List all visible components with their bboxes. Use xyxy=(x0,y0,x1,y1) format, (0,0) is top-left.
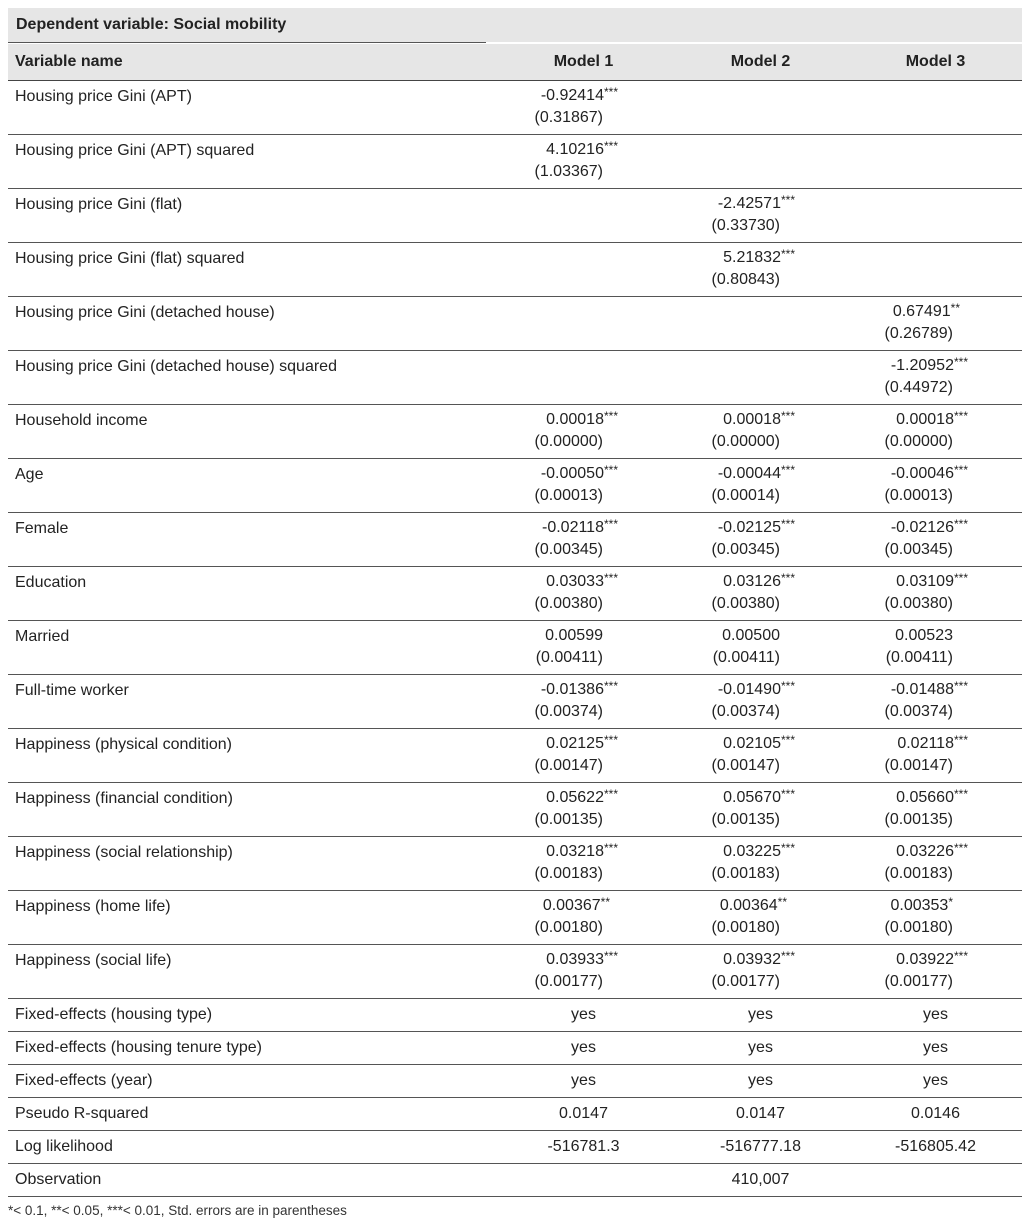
variable-name: Happiness (social life) xyxy=(15,952,172,969)
coefficient xyxy=(723,843,795,861)
table-row xyxy=(8,459,1022,513)
table-row xyxy=(8,81,1022,135)
variable-name: Housing price Gini (detached house) xyxy=(15,304,275,321)
model-2-cell xyxy=(672,135,849,188)
coefficient-value: -0.02125 xyxy=(717,519,781,536)
model-2-cell xyxy=(672,567,849,620)
coefficient-value: -0.92414 xyxy=(540,87,604,104)
significance-stars: *** xyxy=(953,355,968,369)
model-1-cell xyxy=(495,837,672,890)
coefficient-value: -1.20952 xyxy=(890,357,954,374)
model-1-cell xyxy=(495,891,672,944)
model-2-cell xyxy=(672,405,849,458)
model-1-cell xyxy=(495,783,672,836)
coefficient xyxy=(896,843,968,861)
coefficient xyxy=(890,897,953,915)
coefficient xyxy=(718,195,795,213)
table-row xyxy=(8,1032,1022,1065)
model-3-cell xyxy=(849,1105,1022,1123)
significance-stars: *** xyxy=(953,679,968,693)
model-2-cell xyxy=(672,351,849,404)
model-3-cell xyxy=(849,135,1022,188)
variable-name: Full-time worker xyxy=(15,682,129,699)
table-row xyxy=(8,189,1022,243)
model-3-cell xyxy=(849,1138,1022,1156)
coefficient-value: 0.03933 xyxy=(546,951,604,968)
standard-error: (0.00345) xyxy=(711,541,780,558)
model-1-cell xyxy=(495,243,672,296)
standard-error: (0.00180) xyxy=(884,919,953,936)
coefficient xyxy=(541,681,618,699)
significance-stars: *** xyxy=(953,841,968,855)
variable-name: Happiness (physical condition) xyxy=(15,736,232,753)
table-row xyxy=(8,1065,1022,1098)
model-2-cell xyxy=(672,1138,849,1156)
model-3-cell xyxy=(849,1006,1022,1024)
table-row xyxy=(8,891,1022,945)
table-row xyxy=(8,729,1022,783)
coefficient xyxy=(546,573,618,591)
model-2-cell xyxy=(672,783,849,836)
standard-error: (0.00014) xyxy=(711,487,780,504)
model-1-cell xyxy=(495,945,672,998)
statistic-value: yes xyxy=(571,1039,596,1056)
statistic-value: 0.0147 xyxy=(736,1105,785,1122)
significance-stars: *** xyxy=(780,949,795,963)
coefficient-value: -0.01488 xyxy=(890,681,954,698)
variable-name: Happiness (financial condition) xyxy=(15,790,233,807)
model-3-cell xyxy=(849,351,1022,404)
coefficient-rows xyxy=(8,81,1022,999)
standard-error: (0.00183) xyxy=(884,865,953,882)
standard-error: (0.00135) xyxy=(711,811,780,828)
significance-stars: * xyxy=(948,895,953,909)
variable-name: Housing price Gini (APT) xyxy=(15,88,192,105)
statistic-value: yes xyxy=(923,1006,948,1023)
statistics-rows xyxy=(8,999,1022,1197)
model-2-cell xyxy=(672,621,849,674)
model-2-cell xyxy=(672,729,849,782)
statistic-value: -516781.3 xyxy=(547,1138,620,1155)
standard-error: (0.00000) xyxy=(711,433,780,450)
coefficient-value: 0.03922 xyxy=(896,951,954,968)
variable-name-header: Variable name xyxy=(15,53,123,70)
coefficient xyxy=(723,951,795,969)
model-2-cell xyxy=(672,297,849,350)
statistic-name: Fixed-effects (year) xyxy=(15,1072,153,1089)
statistic-value: -516777.18 xyxy=(720,1138,801,1155)
standard-error: (0.00374) xyxy=(884,703,953,720)
significance-stars: *** xyxy=(953,571,968,585)
model-1-cell xyxy=(495,1138,672,1156)
standard-error: (0.44972) xyxy=(884,379,953,396)
standard-error: (0.00374) xyxy=(534,703,603,720)
coefficient-value: 0.03218 xyxy=(546,843,604,860)
statistic-value: -516805.42 xyxy=(895,1138,976,1155)
coefficient-value: 0.05622 xyxy=(546,789,604,806)
model-1-cell xyxy=(495,405,672,458)
model-3-cell xyxy=(849,945,1022,998)
coefficient xyxy=(720,897,787,915)
variable-name: Age xyxy=(15,466,44,483)
coefficient-value: 0.03109 xyxy=(896,573,954,590)
significance-stars: *** xyxy=(780,787,795,801)
significance-stars: *** xyxy=(603,949,618,963)
model-3-cell xyxy=(849,783,1022,836)
model-1-cell xyxy=(495,459,672,512)
significance-stars: *** xyxy=(603,85,618,99)
statistic-value: yes xyxy=(748,1006,773,1023)
header-divider xyxy=(8,42,1022,44)
model-2-cell xyxy=(672,459,849,512)
table-row xyxy=(8,297,1022,351)
coefficient-value: 4.10216 xyxy=(546,141,604,158)
coefficient xyxy=(891,465,968,483)
coefficient-value: 0.00523 xyxy=(895,627,953,644)
table-row xyxy=(8,621,1022,675)
coefficient xyxy=(543,897,610,915)
coefficient xyxy=(718,519,795,537)
model-1-cell xyxy=(495,351,672,404)
model-2-cell xyxy=(672,891,849,944)
coefficient-value: 0.03126 xyxy=(723,573,781,590)
model-2-cell xyxy=(672,1006,849,1024)
coefficient xyxy=(723,249,795,267)
statistic-value: yes xyxy=(923,1072,948,1089)
model-2-cell xyxy=(672,1072,849,1090)
model-3-cell xyxy=(849,405,1022,458)
table-row xyxy=(8,567,1022,621)
standard-error: (0.00183) xyxy=(534,865,603,882)
variable-name: Housing price Gini (flat) squared xyxy=(15,250,245,267)
model-1-cell xyxy=(495,567,672,620)
coefficient-value: -2.42571 xyxy=(717,195,781,212)
coefficient-value: -0.00050 xyxy=(540,465,604,482)
significance-stars: *** xyxy=(780,517,795,531)
coefficient xyxy=(546,735,618,753)
model-1-cell xyxy=(495,297,672,350)
table-row xyxy=(8,135,1022,189)
coefficient xyxy=(546,411,618,429)
model-2-cell xyxy=(672,513,849,566)
significance-stars: *** xyxy=(603,841,618,855)
coefficient xyxy=(891,681,968,699)
model-3-header: Model 3 xyxy=(905,53,966,70)
significance-stars: *** xyxy=(603,139,618,153)
coefficient xyxy=(897,735,968,753)
standard-error: (0.00180) xyxy=(534,919,603,936)
statistic-value: yes xyxy=(571,1006,596,1023)
coefficient xyxy=(896,411,968,429)
coefficient-value: 5.21832 xyxy=(723,249,781,266)
variable-name: Housing price Gini (detached house) squared xyxy=(15,358,337,375)
significance-stars: *** xyxy=(603,463,618,477)
table-row xyxy=(8,405,1022,459)
model-2-header: Model 2 xyxy=(730,53,791,70)
standard-error: (0.00000) xyxy=(534,433,603,450)
coefficient xyxy=(542,519,618,537)
coefficient xyxy=(723,789,795,807)
significance-stars: *** xyxy=(953,787,968,801)
variable-name: Female xyxy=(15,520,69,537)
column-header-row xyxy=(8,44,1022,81)
table-row xyxy=(8,1098,1022,1131)
coefficient-value: 0.00599 xyxy=(545,627,603,644)
coefficient-value: -0.01490 xyxy=(717,681,781,698)
statistic-value: yes xyxy=(571,1072,596,1089)
coefficient xyxy=(718,465,795,483)
standard-error: (0.00147) xyxy=(711,757,780,774)
coefficient xyxy=(723,573,795,591)
model-2-cell xyxy=(672,945,849,998)
model-3-cell xyxy=(849,513,1022,566)
model-3-cell xyxy=(849,81,1022,134)
standard-error: (0.80843) xyxy=(711,271,780,288)
model-2-cell xyxy=(672,81,849,134)
coefficient xyxy=(896,789,968,807)
table-row xyxy=(8,513,1022,567)
table-row xyxy=(8,351,1022,405)
coefficient-value: 0.00367 xyxy=(542,897,601,914)
standard-error: (0.00147) xyxy=(534,757,603,774)
table-row xyxy=(8,1131,1022,1164)
coefficient-value: 0.00364 xyxy=(719,897,778,914)
standard-error: (0.00177) xyxy=(534,973,603,990)
significance-stars: *** xyxy=(953,517,968,531)
significance-stars: *** xyxy=(603,787,618,801)
coefficient xyxy=(541,87,618,105)
coefficient-value: 0.00018 xyxy=(896,411,954,428)
model-2-cell xyxy=(672,675,849,728)
statistic-value: 410,007 xyxy=(731,1171,790,1188)
significance-stars: ** xyxy=(777,895,787,909)
significance-stars: *** xyxy=(780,409,795,423)
coefficient-value: 0.03033 xyxy=(546,573,604,590)
significance-stars: *** xyxy=(780,571,795,585)
table-row xyxy=(8,999,1022,1032)
coefficient xyxy=(896,573,968,591)
coefficient-value: 0.00018 xyxy=(723,411,781,428)
standard-error: (0.00180) xyxy=(711,919,780,936)
standard-error: (0.00013) xyxy=(534,487,603,504)
coefficient xyxy=(546,141,618,159)
significance-stars: *** xyxy=(603,679,618,693)
significance-stars: *** xyxy=(603,409,618,423)
standard-error: (0.00135) xyxy=(884,811,953,828)
model-3-cell xyxy=(849,243,1022,296)
variable-name: Happiness (social relationship) xyxy=(15,844,233,861)
coefficient-value: 0.00353 xyxy=(890,897,949,914)
table-row xyxy=(8,675,1022,729)
coefficient-value: -0.00044 xyxy=(717,465,781,482)
coefficient xyxy=(541,465,618,483)
standard-error: (0.00000) xyxy=(884,433,953,450)
coefficient xyxy=(718,681,795,699)
statistic-value: yes xyxy=(748,1039,773,1056)
standard-error: (0.33730) xyxy=(711,217,780,234)
coefficient-value: 0.03226 xyxy=(896,843,954,860)
significance-stars: *** xyxy=(953,409,968,423)
coefficient xyxy=(723,411,795,429)
variable-name: Household income xyxy=(15,412,148,429)
model-1-cell xyxy=(495,1006,672,1024)
significance-stars: *** xyxy=(953,733,968,747)
standard-error: (0.00013) xyxy=(884,487,953,504)
model-3-cell xyxy=(849,675,1022,728)
significance-stars: *** xyxy=(603,517,618,531)
coefficient-value: 0.00018 xyxy=(546,411,604,428)
coefficient xyxy=(893,303,960,321)
coefficient xyxy=(546,789,618,807)
standard-error: (0.00147) xyxy=(884,757,953,774)
coefficient-value: -0.00046 xyxy=(890,465,954,482)
significance-stars: ** xyxy=(600,895,610,909)
model-2-cell xyxy=(672,1039,849,1057)
standard-error: (0.00177) xyxy=(884,973,953,990)
standard-error: (0.00411) xyxy=(535,649,603,666)
table-row xyxy=(8,945,1022,999)
footnote: *< 0.1, **< 0.05, ***< 0.01, Std. errors are in parentheses xyxy=(8,1203,347,1218)
coefficient xyxy=(546,951,618,969)
significance-stars: *** xyxy=(953,463,968,477)
model-2-cell xyxy=(672,837,849,890)
coefficient-value: 0.00500 xyxy=(722,627,780,644)
standard-error: (0.00411) xyxy=(885,649,953,666)
coefficient-value: 0.03932 xyxy=(723,951,781,968)
standard-error: (0.00380) xyxy=(711,595,780,612)
significance-stars: *** xyxy=(780,733,795,747)
coefficient-value: 0.02118 xyxy=(897,735,954,752)
model-2-cell xyxy=(672,1105,849,1123)
model-1-cell xyxy=(495,513,672,566)
variable-name: Housing price Gini (flat) xyxy=(15,196,183,213)
coefficient xyxy=(896,951,968,969)
table-row xyxy=(8,243,1022,297)
model-3-cell xyxy=(849,297,1022,350)
model-1-cell xyxy=(495,135,672,188)
model-2-cell xyxy=(672,189,849,242)
standard-error: (0.00374) xyxy=(711,703,780,720)
coefficient xyxy=(891,519,968,537)
model-3-cell xyxy=(849,189,1022,242)
coefficient xyxy=(895,627,953,645)
standard-error: (0.26789) xyxy=(884,325,953,342)
coefficient-value: 0.05660 xyxy=(896,789,954,806)
coefficient-value: 0.02125 xyxy=(546,735,604,752)
statistic-value: yes xyxy=(748,1072,773,1089)
coefficient-value: -0.02118 xyxy=(542,519,604,536)
statistic-name: Observation xyxy=(15,1171,102,1188)
coefficient-value: -0.02126 xyxy=(890,519,954,536)
standard-error: (0.00411) xyxy=(712,649,780,666)
statistic-value: 0.0146 xyxy=(911,1105,960,1122)
model-2-cell xyxy=(672,1171,849,1189)
significance-stars: *** xyxy=(780,841,795,855)
standard-error: (0.00380) xyxy=(884,595,953,612)
model-3-cell xyxy=(849,567,1022,620)
coefficient xyxy=(891,357,968,375)
coefficient-value: 0.05670 xyxy=(723,789,781,806)
coefficient xyxy=(722,627,780,645)
coefficient-value: 0.02105 xyxy=(723,735,781,752)
model-1-cell xyxy=(495,81,672,134)
coefficient-value: 0.03225 xyxy=(723,843,781,860)
model-3-cell xyxy=(849,891,1022,944)
coefficient xyxy=(723,735,795,753)
model-1-cell xyxy=(495,1105,672,1123)
variable-name: Happiness (home life) xyxy=(15,898,171,915)
standard-error: (0.00135) xyxy=(534,811,603,828)
significance-stars: *** xyxy=(780,247,795,261)
model-1-cell xyxy=(495,189,672,242)
standard-error: (0.00380) xyxy=(534,595,603,612)
standard-error: (0.00345) xyxy=(884,541,953,558)
coefficient-value: 0.67491 xyxy=(892,303,951,320)
table-row xyxy=(8,1164,1022,1197)
model-1-cell xyxy=(495,675,672,728)
significance-stars: *** xyxy=(603,571,618,585)
statistic-name: Log likelihood xyxy=(15,1138,113,1155)
model-1-header: Model 1 xyxy=(553,53,614,70)
dependent-variable-header: Dependent variable: Social mobility xyxy=(8,8,1022,42)
model-3-cell xyxy=(849,729,1022,782)
variable-name: Housing price Gini (APT) squared xyxy=(15,142,255,159)
model-2-cell xyxy=(672,243,849,296)
significance-stars: *** xyxy=(953,949,968,963)
model-1-cell xyxy=(495,621,672,674)
standard-error: (0.00177) xyxy=(711,973,780,990)
significance-stars: *** xyxy=(603,733,618,747)
model-3-cell xyxy=(849,621,1022,674)
model-1-cell xyxy=(495,1072,672,1090)
model-3-cell xyxy=(849,1072,1022,1090)
model-3-cell xyxy=(849,1039,1022,1057)
statistic-name: Fixed-effects (housing type) xyxy=(15,1006,213,1023)
model-1-cell xyxy=(495,1039,672,1057)
table-row xyxy=(8,783,1022,837)
significance-stars: ** xyxy=(950,301,960,315)
significance-stars: *** xyxy=(780,463,795,477)
standard-error: (1.03367) xyxy=(534,163,603,180)
standard-error: (0.00183) xyxy=(711,865,780,882)
coefficient xyxy=(545,627,603,645)
significance-stars: *** xyxy=(780,193,795,207)
regression-table xyxy=(8,8,1022,1218)
coefficient xyxy=(546,843,618,861)
variable-name: Education xyxy=(15,574,87,591)
coefficient-value: -0.01386 xyxy=(540,681,604,698)
statistic-name: Fixed-effects (housing tenure type) xyxy=(15,1039,262,1056)
statistic-value: 0.0147 xyxy=(559,1105,608,1122)
table-row xyxy=(8,837,1022,891)
statistic-name: Pseudo R-squared xyxy=(15,1105,149,1122)
statistic-value: yes xyxy=(923,1039,948,1056)
standard-error: (0.00345) xyxy=(534,541,603,558)
model-1-cell xyxy=(495,729,672,782)
model-3-cell xyxy=(849,837,1022,890)
model-3-cell xyxy=(849,459,1022,512)
significance-stars: *** xyxy=(780,679,795,693)
variable-name: Married xyxy=(15,628,70,645)
standard-error: (0.31867) xyxy=(534,109,603,126)
